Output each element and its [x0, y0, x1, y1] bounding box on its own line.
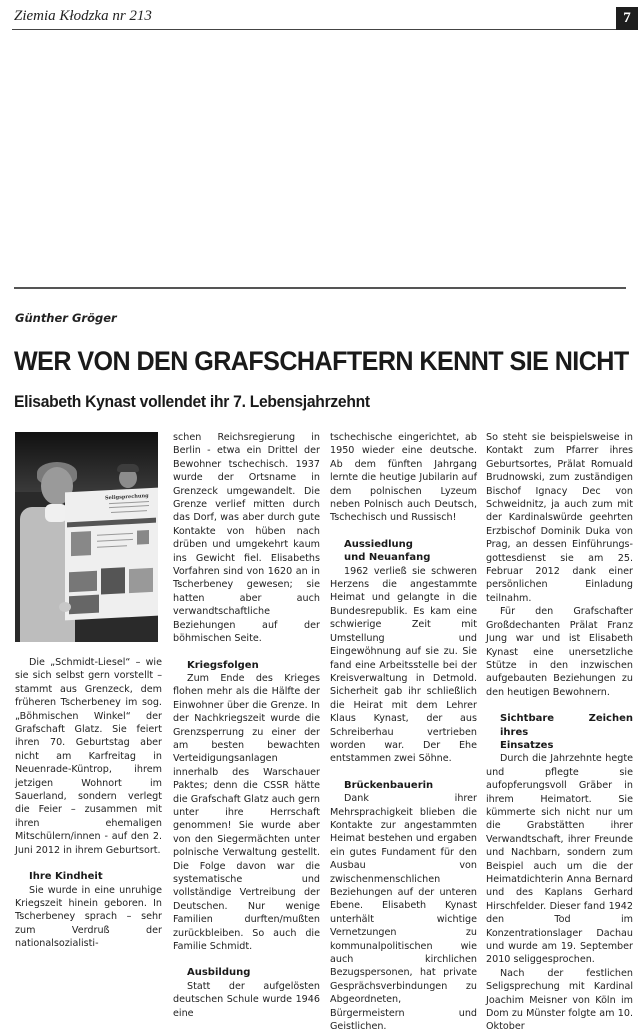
column-3 [330, 431, 477, 1033]
poster-text-line [109, 505, 149, 508]
poster-photo [69, 595, 99, 615]
section-heading: Brückenbauerin [344, 779, 434, 791]
section-heading [500, 712, 633, 752]
section-heading: Kriegsfolgen [187, 659, 259, 671]
section-heading: Ihre Kindheit [29, 871, 103, 883]
paragraph: Sie wurde in eine unruhige Kriegszeit hinein geboren. In Tscherbeney sprach – sehr zum Verdruß der nationalsozialisti- [15, 884, 162, 950]
poster-photo [69, 571, 97, 592]
paragraph: Statt der aufgelösten deutschen Schule wurde 1946 eine [173, 980, 320, 1019]
column-1 [15, 656, 162, 951]
page-header [12, 0, 638, 31]
publication-title: Ziemia Kłodzka nr 213 [14, 8, 152, 24]
paragraph: schen Reichsregierung in Berlin - etwa ein Drittel der Bewohner tschechisch. 1937 wurde der Ortsname in Grenzeck umgewandelt. Die Grenze verlief mitten durch das Dorf, was aber durch gute Kontakte von hüben nach drüben und umgekehrt kaum ins Gewicht fiel. Elisabeths Vorfahren sind von 1620 an in Tscherbeney gewesen; sie hatten aber auch verwandtschaftliche Beziehungen auf der böhmischen Seite. [173, 432, 320, 645]
poster-text-line [97, 539, 133, 542]
paragraph: So steht sie beispielsweise in Kontakt zum Pfarrer ihres Geburtsortes, Prälat Romuald Brudnowski, zum zuständigen Bischof Ignacy Dec von Schweidnitz, ja auch zum mit der Kardinalswürde geehrten Erzbischof Dominik Duka von Prag, an dessen Einführungs-gottesdienst sie am 25. Februar 2012 dank einer persönlichen Einladung teilnahm. [486, 432, 633, 604]
photo-collar [45, 504, 67, 522]
section-heading: Ausbildung [187, 967, 251, 979]
poster-photo [101, 567, 125, 594]
poster-portrait [71, 531, 91, 556]
paragraph: 1962 verließ sie schweren Herzens die angestammte Heimat und gelangte in die Bundesrepublik. Es kam eine schwierige Zeit mit Umstellung und Eingewöhnung auf sie zu. Sie fand eine Arbeitsstelle bei der Kreisverwaltung in Detmold. Sicherheit gab ihr schließlich die Heirat mit dem Lehrer Klaus Kynast, der aus Schreiberhau vertrieben worden war. Der Ehe entstammen zwei Söhne. [330, 565, 477, 765]
article-headline: WER VON DEN GRAFSCHAFTERN KENNT SIE NICHT [14, 346, 629, 376]
section-heading-line: Sichtbare Zeichen ihres [500, 713, 633, 738]
paragraph: tschechische eingerichtet, ab 1950 wieder eine deutsche. Ab dem fünften Jahrgang lernte die heutige Jubilarin auf dem polnischen Lyzeum neben Polnisch auch Deutsch, Tschechisch und Russisch! [330, 432, 477, 524]
poster-text-line [97, 545, 127, 548]
section-divider [14, 287, 626, 289]
poster-title: Seligsprechung [105, 493, 149, 502]
column-2 [173, 431, 320, 1020]
poster-text-line [109, 501, 149, 504]
article-author: Günther Gröger [15, 311, 117, 325]
photo-man-cap [117, 464, 139, 472]
section-heading [344, 538, 477, 565]
column-4 [486, 431, 633, 1034]
paragraph: Für den Grafschafter Großdechanten Prälat Franz Jung war und ist Elisabeth Kynast eine unersetzliche Stütze in den inzwischen aufgebauten Beziehungen zu den heutigen Bewohnern. [486, 606, 633, 698]
page-number: 7 [616, 7, 638, 30]
poster-text-line [97, 533, 133, 536]
section-heading-line: Aussiedlung [344, 538, 413, 550]
photo-background [15, 432, 158, 492]
paragraph: Durch die Jahrzehnte hegte und pflegte sie aufopferungsvoll Gräber in ihrem Heimatort. Sie kümmerte sich nicht nur um die Grabstätten ihrer Verwandtschaft, ihrer Freunde und Nachbarn, sondern zum Beispiel auch um die der Heimatdichterin Anna Bernard und des Kaplans Gerhard Hirschfelder. Dieser fand 1942 den Tod im Konzentrationslager Dachau und wurde am 19. September 2010 seliggesprochen. [486, 753, 633, 966]
paragraph: Zum Ende des Krieges flohen mehr als die Hälfte der Einwohner über die Grenze. In der Nachkriegszeit wurde die Grenzsperrung zu einer der am besten bewachten Verteidigungsanlagen innerhalb des Warschauer Paktes; denn die CSSR hätte die Grafschaft Glatz auch gern unter ihre Herrschaft genommen! Sie wurde aber von den Siegermächten unter polnische Verwaltung gestellt. Die Folge davon war die systematische und vollständige Vertreibung der Deutschen. Nur wenige Familien durften/mußten zurückbleiben. So auch die Familie Schmidt. [173, 672, 320, 953]
paragraph: Nach der festlichen Seligsprechung mit Kardinal Joachim Meisner von Köln im Dom zu Münster folgte am 10. Oktober [486, 967, 633, 1033]
poster-photo [129, 568, 153, 593]
section-heading-line: Einsatzes [500, 739, 554, 751]
header-rule [12, 29, 618, 30]
article-subheadline: Elisabeth Kynast vollendet ihr 7. Lebensjahrzehnt [14, 392, 370, 411]
photo-poster [65, 488, 158, 621]
section-heading-line: und Neuanfang [344, 552, 431, 564]
poster-band [67, 518, 156, 528]
article-photo [15, 432, 158, 642]
poster-portrait-small [137, 530, 149, 545]
photo-hand [59, 602, 71, 612]
paragraph: Die „Schmidt-Liesel“ – wie sie sich selbst gern vorstellt – stammt aus Grenzeck, dem früheren Tscherbeney im sog. „Böhmischen Winkel“ der Grafschaft Glatz. Sie feiert ihren 70. Geburtstag aber nicht am Karfreitag in Neuenrade-Küntrop, ihrem jetzigen Wohnort im Sauerland, sondern verlegt die Feier – zusammen mit ihren ehemaligen Mitschülern/innen - auf den 2. Juni 2012 in ihrem Geburtsort. [15, 657, 162, 856]
paragraph: Dank ihrer Mehrsprachigkeit blieben die Kontakte zur angestammten Heimat bestehen und ergaben ein gutes Fundament für den Ausbau von zwischenmenschlichen Beziehungen auf der unteren Ebene. Elisabeth Kynast unterhält wichtige Vernetzungen zu kommunalpolitischen wie auch kirchlichen Bezugspersonen, hat private Gesprächsverbindungen zu Abgeordneten, Bürgermeistern und Geistlichen. [330, 793, 477, 1033]
poster-text-line [111, 510, 147, 513]
